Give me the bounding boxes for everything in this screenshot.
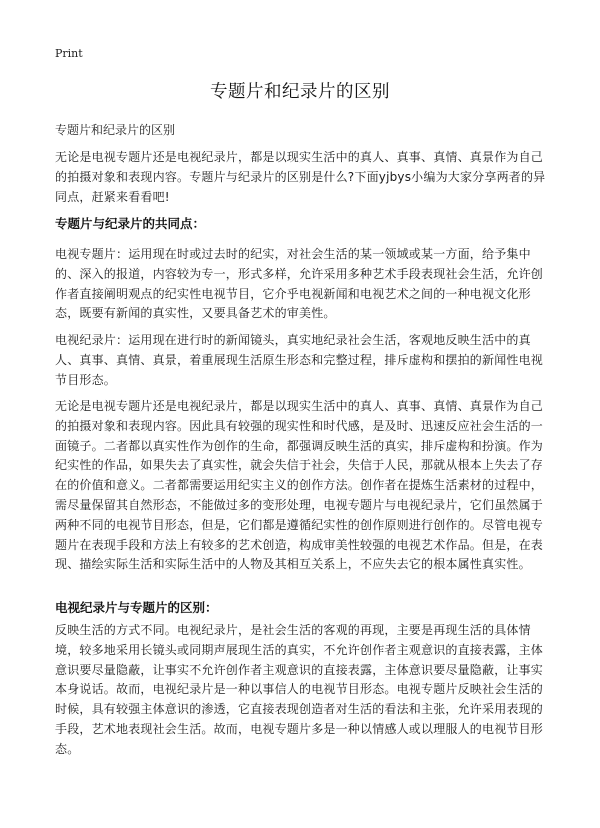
page-subtitle: 专题片和纪录片的区别 bbox=[55, 123, 176, 137]
paragraph-common-points: 无论是电视专题片还是电视纪录片，都是以现实生活中的真人、真事、真情、真景作为自己的拍摄对象和表现内容。因此具有较强的现实性和时代感，是及时、迅速反应社会生活的一面镜子。二者都以真实性作为创作的生命，都强调反映生活的真实，排斥虚构和扮演。作为纪实性的作品，如果失去了真实性，就会失信于社会，失信于人民，那就从根本上失去了存在的价值和意义。二者都需要运用纪实主义的创作方法。创作者在提炼生活素材的过程中，需尽量保留其自然形态，不能做过多的变形处理，电视专题片与电视纪录片，它们虽然属于两种不同的电视节目形态，但是，它们都是遵循纪实性的创作原则进行创作的。尽管电视专题片在表现手段和方法上有较多的艺术创造，构成审美性较强的电视艺术作品。但是，在表现、描绘实际生活和实际生活中的人物及其相互关系上，不应失去它的根本属性真实性。 bbox=[55, 399, 544, 572]
paragraph-differences: 反映生活的方式不同。电视纪录片，是社会生活的客观的再现，主要是再现生活的具体情境，较多地采用长镜头或同期声展现生活的真实，不允许创作者主观意识的直接表露，主体意识要尽量隐蔽，让事实不允许创作者主观意识的直接表露，主体意识要尽量隐蔽，让事实本身说话。故而，电视纪录片是一种以事信人的电视节目形态。电视专题片反映社会生活的时候，具有较强主体意识的渗透，它直接表现创造者对生活的看法和主张，允许采用表现的手段，艺术地表现社会生活。故而，电视专题片多是一种以情感人或以理服人的电视节目形态。 bbox=[55, 623, 544, 756]
section-heading-similarities: 专题片与纪录片的共同点： bbox=[55, 216, 206, 231]
paragraph-documentary-definition: 电视纪录片：运用现在进行时的新闻镜头，真实地纪录社会生活，客观地反映生活中的真人、真事、真情、真景，着重展现生活原生形态和完整过程，排斥虚构和摆拍的新闻性电视节目形态。 bbox=[55, 333, 544, 387]
paragraph-special-topic-definition: 电视专题片：运用现在时或过去时的纪实，对社会生活的某一领域或某一方面，给予集中的、深入的报道，内容较为专一，形式多样，允许采用多种艺术手段表现社会生活，允许创作者直接阐明观点的纪实性电视节目，它介乎电视新闻和电视艺术之间的一种电视文化形态，既要有新闻的真实性，又要具备艺术的审美性。 bbox=[55, 247, 544, 321]
section-heading-differences: 电视纪录片与专题片的区别： bbox=[55, 600, 218, 615]
page-title: 专题片和纪录片的区别 bbox=[210, 82, 390, 102]
intro-paragraph: 无论是电视专题片还是电视纪录片，都是以现实生活中的真人、真事、真情、真景作为自己的拍摄对象和表现内容。专题片与纪录片的区别是什么?下面yjbys小编为大家分享两者的异同点，赶紧来看看吧! bbox=[55, 150, 546, 204]
print-label: Print bbox=[55, 47, 83, 60]
